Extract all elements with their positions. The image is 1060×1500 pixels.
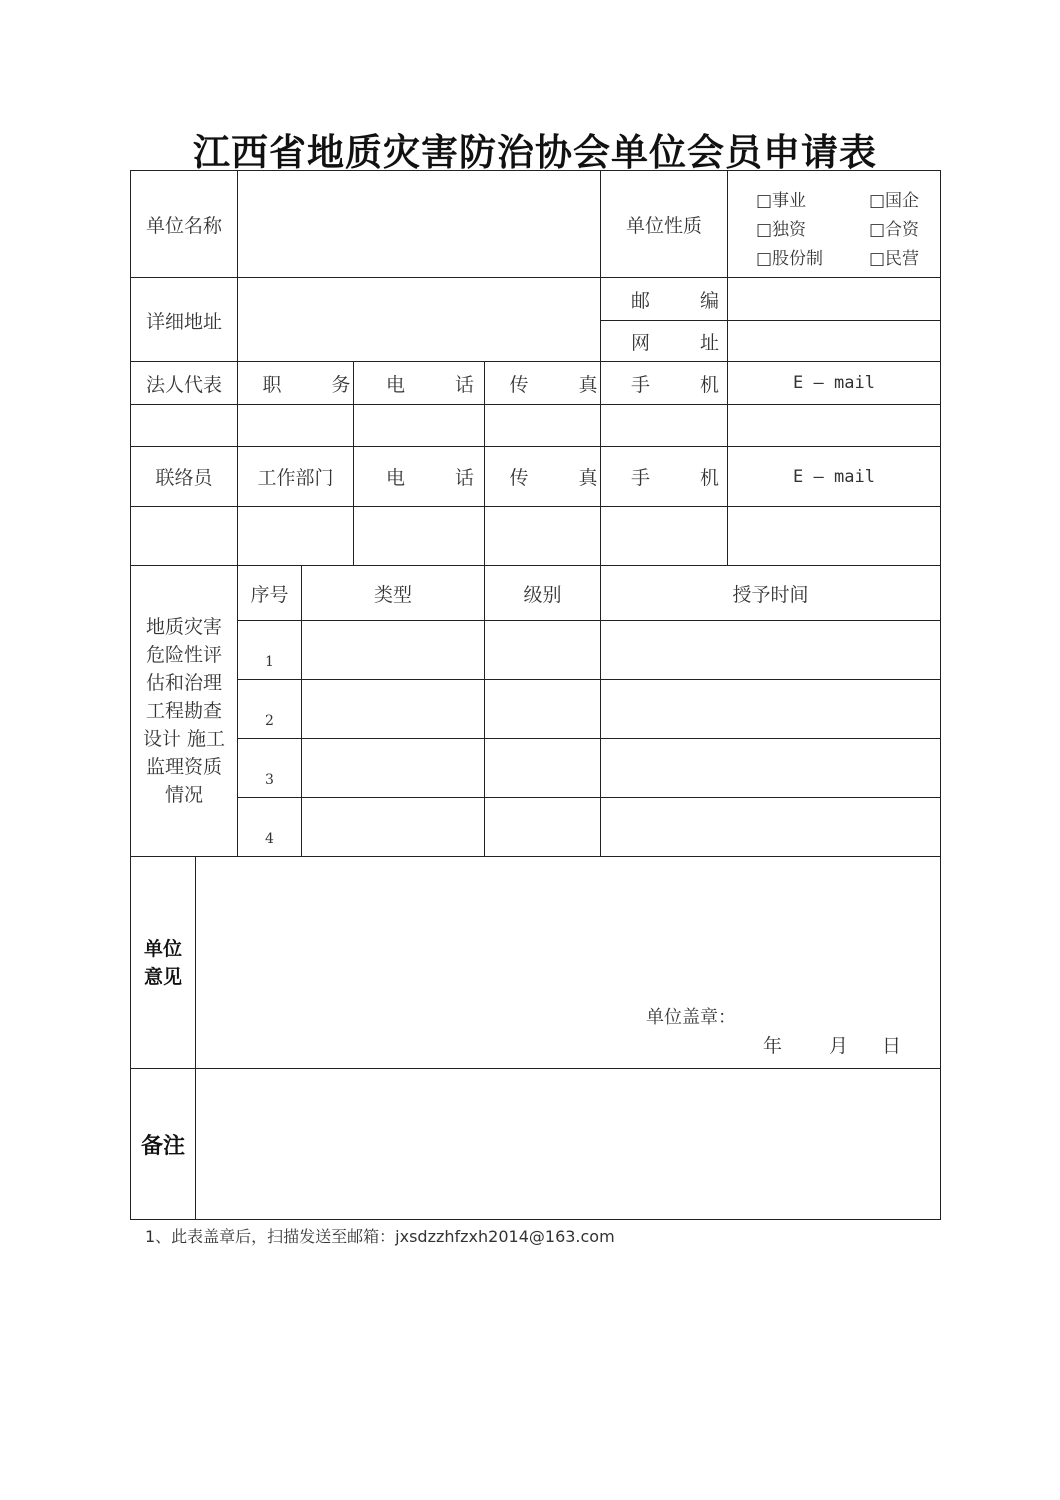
contact-name-field[interactable] (131, 507, 237, 565)
qual-level-header: 级别 (523, 583, 562, 606)
qual-type-field[interactable] (302, 739, 484, 797)
unit-name-field[interactable] (238, 171, 600, 277)
checkbox-private[interactable]: □民营 (869, 249, 920, 269)
qual-level-field[interactable] (485, 798, 600, 856)
qual-row-no: 4 (265, 831, 274, 847)
footer-note: 1、此表盖章后，扫描发送至邮箱：jxsdzzhfzxh2014@163.com (145, 1227, 615, 1246)
qualification-label-line: 地质灾害 (145, 616, 222, 638)
contact-mobile-field[interactable] (601, 507, 727, 565)
address-field[interactable] (238, 278, 600, 362)
checkbox-sole-proprietorship[interactable]: □独资 (756, 220, 807, 240)
qualification-label-line: 危险性评 (145, 644, 222, 666)
contact-department-header: 工作部门 (257, 467, 334, 489)
opinion-label-line: 单位 (143, 937, 182, 960)
contact-phone-field[interactable] (354, 507, 484, 565)
qual-no-header: 序号 (250, 583, 289, 606)
legal-rep-phone-header: 电 话 (385, 373, 497, 396)
qualification-label-line: 工程勘查 (145, 700, 222, 722)
qual-date-field[interactable] (601, 798, 940, 856)
checkbox-joint-stock[interactable]: □股份制 (756, 249, 824, 269)
qual-type-field[interactable] (302, 798, 484, 856)
checkbox-state-owned[interactable]: □国企 (869, 191, 920, 211)
qual-type-header: 类型 (373, 583, 412, 606)
legal-rep-label: 法人代表 (145, 373, 222, 396)
qual-level-field[interactable] (485, 621, 600, 679)
date-day-label: 日 (882, 1035, 902, 1057)
legal-rep-fax-header: 传 真 (509, 373, 620, 396)
qual-type-field[interactable] (302, 680, 484, 738)
unit-nature-label: 单位性质 (625, 214, 702, 237)
legal-rep-name-field[interactable] (131, 405, 237, 446)
checkbox-joint-venture[interactable]: □合资 (869, 220, 920, 240)
address-label: 详细地址 (145, 310, 222, 333)
qual-row-no: 2 (265, 713, 274, 729)
contact-phone-header: 电 话 (385, 467, 497, 489)
contact-fax-header: 传 真 (509, 467, 620, 489)
checkbox-public-institution[interactable]: □事业 (756, 191, 807, 211)
table-border-right (940, 170, 941, 1220)
qualification-label-line: 情况 (164, 784, 203, 806)
qual-date-header: 授予时间 (732, 583, 809, 606)
contact-mobile-header: 手 机 (630, 467, 742, 489)
qual-row-no: 1 (265, 654, 274, 670)
form-title: 江西省地质灾害防治协会单位会员申请表 (193, 130, 877, 174)
table-border-bottom (130, 1219, 941, 1220)
qual-date-field[interactable] (601, 680, 940, 738)
qual-date-field[interactable] (601, 621, 940, 679)
date-year-label: 年 (763, 1035, 783, 1057)
qual-date-field[interactable] (601, 739, 940, 797)
qualification-label (131, 566, 237, 856)
contact-label: 联络员 (155, 467, 213, 489)
legal-rep-email-field[interactable] (728, 405, 940, 446)
legal-rep-email-header: E — mail (793, 373, 875, 393)
unit-name-label: 单位名称 (145, 214, 222, 237)
postcode-label: 邮 编 (630, 289, 742, 312)
remarks-field[interactable] (196, 1069, 940, 1219)
remarks-label: 备注 (140, 1132, 185, 1159)
opinion-label (131, 857, 195, 1068)
postcode-field[interactable] (728, 278, 940, 320)
contact-department-field[interactable] (238, 507, 353, 565)
legal-rep-position-header: 职 务 (262, 373, 373, 396)
legal-rep-fax-field[interactable] (485, 405, 600, 446)
legal-rep-mobile-field[interactable] (601, 405, 727, 446)
legal-rep-mobile-header: 手 机 (630, 373, 742, 396)
qual-level-field[interactable] (485, 739, 600, 797)
contact-email-header: E — mail (793, 466, 875, 487)
date-month-label: 月 (829, 1035, 849, 1057)
qualification-label-line: 监理资质 (145, 756, 222, 778)
contact-email-field[interactable] (728, 507, 940, 565)
contact-fax-field[interactable] (485, 507, 600, 565)
website-field[interactable] (728, 321, 940, 362)
qual-row-no: 3 (265, 772, 274, 788)
qualification-label-line: 设计 施工 (142, 728, 226, 750)
qualification-label-line: 估和治理 (145, 672, 222, 694)
website-label: 网 址 (630, 332, 742, 354)
seal-label: 单位盖章： (646, 1007, 736, 1028)
opinion-label-line: 意见 (143, 965, 182, 988)
legal-rep-position-field[interactable] (238, 405, 353, 446)
legal-rep-phone-field[interactable] (354, 405, 484, 446)
qual-type-field[interactable] (302, 621, 484, 679)
qual-level-field[interactable] (485, 680, 600, 738)
